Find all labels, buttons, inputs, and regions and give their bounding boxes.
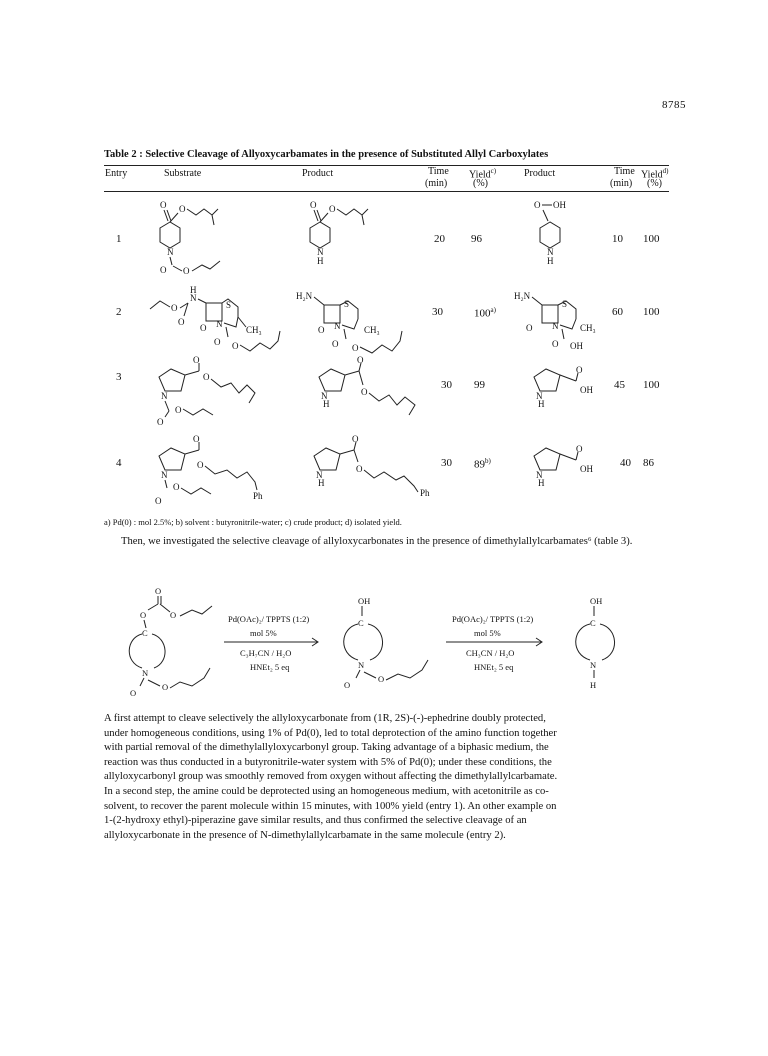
structure-entry2-product	[296, 283, 426, 358]
svg-text:O: O	[171, 303, 178, 313]
row-4-entry: 4	[116, 457, 122, 469]
svg-text:Pd(OAc)₂/ TPPTS (1:2): Pd(OAc)₂/ TPPTS (1:2)	[228, 614, 310, 624]
svg-text:O: O	[356, 464, 363, 474]
svg-text:CH₃CN / H₂O: CH₃CN / H₂O	[466, 648, 515, 658]
structure-entry2-final-product	[514, 283, 614, 358]
svg-text:H: H	[190, 285, 197, 295]
body-paragraph	[104, 712, 669, 843]
header-yield-2-unit: (%)	[647, 178, 662, 189]
structure-entry4-final-product	[520, 432, 620, 507]
svg-text:N: N	[321, 391, 328, 401]
structure-entry3-product	[305, 355, 445, 430]
svg-text:O: O	[534, 200, 541, 210]
row-2-time-1: 30	[432, 306, 443, 318]
svg-text:O: O	[160, 265, 167, 275]
header-product-1: Product	[302, 168, 334, 179]
svg-text:O: O	[352, 343, 359, 353]
svg-text:N: N	[190, 293, 197, 303]
row-1-time-2: 10	[612, 233, 623, 245]
svg-text:S: S	[226, 300, 232, 310]
structure-entry2-substrate	[150, 283, 300, 358]
svg-text:O: O	[526, 323, 533, 333]
row-1-yield-2: 100	[643, 233, 660, 245]
svg-text:O: O	[193, 355, 200, 365]
svg-text:N: N	[358, 660, 365, 670]
row-4-yield-2: 86	[643, 457, 654, 469]
svg-text:O: O	[318, 325, 325, 335]
row-2-yield-1: 100$^{a)}$	[474, 306, 496, 320]
svg-text:Pd(OAc)₂/ TPPTS (1:2): Pd(OAc)₂/ TPPTS (1:2)	[452, 614, 534, 624]
row-3-yield-2: 100	[643, 379, 660, 391]
svg-text:H₂N: H₂N	[514, 291, 531, 301]
svg-text:OH: OH	[553, 200, 566, 210]
svg-text:O: O	[378, 674, 385, 684]
svg-text:H₂N: H₂N	[296, 291, 313, 301]
header-yield-1-unit: (%)	[473, 178, 488, 189]
svg-text:N: N	[216, 319, 223, 329]
svg-text:O: O	[183, 266, 190, 276]
row-4-yield-1: 89$^{b)}$	[474, 457, 491, 471]
svg-text:O: O	[162, 682, 169, 692]
row-3-entry: 3	[116, 371, 122, 383]
svg-text:S: S	[344, 299, 350, 309]
svg-text:H: H	[547, 256, 554, 266]
svg-text:O: O	[352, 434, 359, 444]
row-3-yield-1: 99	[474, 379, 485, 391]
svg-text:O: O	[576, 444, 583, 454]
svg-text:O: O	[203, 372, 210, 382]
table-header-rule	[104, 191, 669, 192]
svg-text:O: O	[310, 200, 317, 210]
structure-entry1-final-product	[530, 195, 590, 265]
svg-text:OH: OH	[570, 341, 583, 351]
svg-text:O: O	[179, 204, 186, 214]
structure-entry3-substrate	[145, 355, 285, 430]
svg-text:O: O	[197, 460, 204, 470]
svg-text:HNEt₂ 5 eq: HNEt₂ 5 eq	[474, 662, 514, 672]
svg-text:N: N	[536, 470, 543, 480]
row-3-time-1: 30	[441, 379, 452, 391]
svg-text:O: O	[157, 417, 164, 427]
header-time-1: Time	[428, 166, 449, 177]
svg-text:Ph: Ph	[420, 488, 430, 498]
svg-text:N: N	[167, 247, 174, 257]
svg-text:H: H	[318, 478, 325, 488]
svg-text:O: O	[329, 204, 336, 214]
structure-entry4-product	[300, 432, 450, 507]
svg-text:O: O	[140, 610, 147, 620]
header-yield-2: Yield$^{d)}$	[641, 167, 669, 181]
paragraph-line: under homogeneous conditions, using 1% of Pd(0), led to total deprotection of the amino function together	[104, 727, 557, 739]
svg-text:OH: OH	[590, 596, 603, 606]
svg-text:N: N	[317, 247, 324, 257]
svg-text:N: N	[316, 470, 323, 480]
svg-text:O: O	[361, 387, 368, 397]
svg-text:Ph: Ph	[253, 491, 263, 501]
svg-text:N: N	[547, 247, 554, 257]
svg-text:O: O	[170, 610, 177, 620]
page-number: 8785	[662, 99, 686, 111]
svg-text:O: O	[576, 365, 583, 375]
paragraph-line: reaction was thus conducted in a butyronitrile-water system with 5% of Pd(0); under these conditions, the	[104, 756, 552, 768]
svg-text:OH: OH	[580, 464, 593, 474]
row-4-time-1: 30	[441, 457, 452, 469]
svg-text:CH₃: CH₃	[364, 325, 380, 335]
row-2-entry: 2	[116, 306, 122, 318]
header-time-2-unit: (min)	[610, 178, 633, 189]
row-2-time-2: 60	[612, 306, 623, 318]
svg-text:CH₃: CH₃	[580, 323, 596, 333]
svg-text:C₃H₇CN / H₂O: C₃H₇CN / H₂O	[240, 648, 292, 658]
reaction-scheme	[100, 580, 668, 700]
paragraph-line: solvent, to recover the parent molecule within 15 minutes, with 100% yield (entry 1). An other example on	[104, 800, 557, 812]
svg-text:N: N	[161, 391, 168, 401]
header-time-2: Time	[614, 166, 635, 177]
svg-text:O: O	[178, 317, 185, 327]
svg-text:N: N	[552, 321, 559, 331]
svg-text:H: H	[590, 680, 597, 690]
svg-text:mol 5%: mol 5%	[250, 628, 277, 638]
svg-text:C: C	[142, 628, 148, 638]
paragraph-line: 1-(2-hydroxy ethyl)-piperazine gave similar results, and thus confirmed the selective cleavage of an	[104, 815, 527, 827]
svg-text:H: H	[323, 399, 330, 409]
table-footnote: a) Pd(0) : mol 2.5%; b) solvent : butyronitrile-water; c) crude product; d) isolated yield.	[104, 517, 402, 527]
svg-text:N: N	[142, 668, 149, 678]
svg-text:OH: OH	[358, 596, 371, 606]
svg-text:O: O	[155, 586, 162, 596]
svg-text:O: O	[214, 337, 221, 347]
svg-text:S: S	[562, 299, 568, 309]
svg-text:H: H	[538, 399, 545, 409]
svg-text:O: O	[173, 482, 180, 492]
paragraph-line: A first attempt to cleave selectively the allyloxycarbonate from (1R, 2S)-(-)-ephedrine doubly protected,	[104, 713, 546, 724]
row-1-yield-1: 96	[471, 233, 482, 245]
svg-text:O: O	[332, 339, 339, 349]
svg-text:O: O	[155, 496, 162, 506]
row-4-time-2: 40	[620, 457, 631, 469]
structure-entry1-product	[300, 195, 390, 265]
paragraph-line: allyloxycarbonate in the presence of N-dimethylallylcarbamate in the same molecule (entry 2).	[104, 829, 506, 841]
svg-text:N: N	[334, 321, 341, 331]
svg-text:O: O	[175, 405, 182, 415]
table-caption: Table 2 : Selective Cleavage of Allyoxycarbamates in the presence of Substituted Allyl Carboxylates	[104, 149, 549, 160]
svg-text:H: H	[538, 478, 545, 488]
svg-text:N: N	[161, 470, 168, 480]
svg-text:O: O	[160, 200, 167, 210]
svg-text:O: O	[232, 341, 239, 351]
header-entry: Entry	[105, 168, 128, 179]
structure-entry1-substrate	[150, 195, 240, 275]
header-yield-1: Yield$^{c)}$	[469, 167, 497, 181]
svg-text:CH₃: CH₃	[246, 325, 262, 335]
paragraph-line: with partial removal of the dimethylallyloxycarbonyl group. Taking advantage of a biphasic medium, the	[104, 742, 549, 754]
table-top-rule	[104, 165, 669, 166]
header-substrate: Substrate	[164, 168, 202, 179]
structure-entry3-final-product	[520, 355, 620, 430]
svg-text:N: N	[590, 660, 597, 670]
svg-text:O: O	[344, 680, 351, 690]
svg-text:N: N	[536, 391, 543, 401]
header-time-1-unit: (min)	[425, 178, 448, 189]
intro-paragraph: Then, we investigated the selective cleavage of allyloxycarbonates in the presence of dimethylallylcarbamates⁶ (table 3).	[121, 536, 633, 547]
row-1-entry: 1	[116, 233, 122, 245]
svg-text:OH: OH	[580, 385, 593, 395]
svg-text:C: C	[590, 618, 596, 628]
svg-text:O: O	[357, 355, 364, 365]
row-3-time-2: 45	[614, 379, 625, 391]
svg-text:mol 5%: mol 5%	[474, 628, 501, 638]
svg-text:O: O	[130, 688, 137, 698]
header-product-2: Product	[524, 168, 556, 179]
structure-entry4-substrate	[145, 432, 285, 507]
paragraph-line: allyloxycarbonyl group was smoothly removed from oxygen without affecting the dimethylallylcarbamate.	[104, 771, 558, 783]
svg-text:HNEt₂ 5 eq: HNEt₂ 5 eq	[250, 662, 290, 672]
svg-text:C: C	[358, 618, 364, 628]
svg-text:O: O	[200, 323, 207, 333]
svg-text:O: O	[193, 434, 200, 444]
svg-text:H: H	[317, 256, 324, 266]
paragraph-line: In a second step, the amine could be deprotected using an homogeneous medium, with acetonitrile as co-	[104, 785, 549, 797]
row-2-yield-2: 100	[643, 306, 660, 318]
row-1-time-1: 20	[434, 233, 445, 245]
svg-text:O: O	[552, 339, 559, 349]
